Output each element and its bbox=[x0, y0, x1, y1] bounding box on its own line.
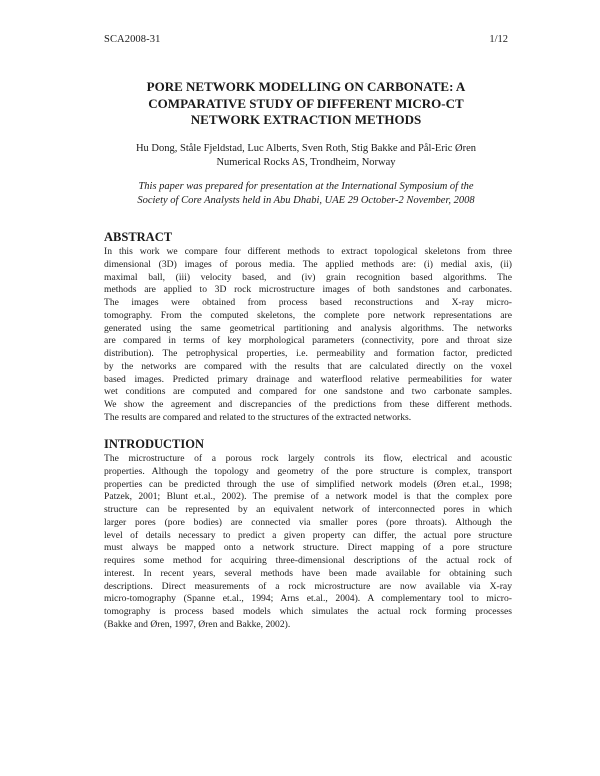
introduction-line: descriptions. Direct measurements of a rock microstructure are now available via X-ray bbox=[104, 580, 512, 592]
introduction-line: level of details necessary to predict a given property can differ, the actual pore structure bbox=[104, 529, 512, 541]
abstract-line: We show the agreement and discrepancies of the predictions from these different methods. bbox=[104, 399, 512, 410]
abstract-line: dimensional (3D) images of porous media. The applied methods are: (i) medial axis, (ii) bbox=[104, 258, 512, 270]
abstract-line: generated using the same geometrical partitioning and analysis algorithms. The networks bbox=[104, 322, 512, 334]
abstract-line: wet conditions are computed and compared for one sandstone and two carbonate samples. bbox=[104, 386, 512, 398]
abstract-line: by the networks are compared with the results that are calculated directly on the voxel bbox=[104, 360, 512, 372]
note-line: This paper was prepared for presentation at the International Symposium of the bbox=[138, 181, 474, 192]
introduction-heading: INTRODUCTION bbox=[104, 437, 205, 451]
title-line: PORE NETWORK MODELLING ON CARBONATE: A bbox=[146, 79, 466, 94]
introduction-line: Patzek, 2001; Blunt et.al., 2002). The premise of a network model is that the complex pore bbox=[104, 491, 512, 503]
paper-id: SCA2008-31 bbox=[104, 34, 161, 45]
introduction-line: larger pores (pore bodies) are connected via smaller pores (pore throats). Although the bbox=[104, 516, 512, 528]
abstract-line: maximal ball, (iii) velocity based, and (iv) grain recognition based algorithms. The bbox=[104, 271, 512, 283]
abstract-line: based images. Predicted primary drainage and waterflood relative permeabilities for water bbox=[104, 373, 512, 385]
author-block bbox=[104, 142, 508, 170]
abstract-line: methods are applied to 3D rock microstructure images of both sandstones and carbonates. bbox=[104, 284, 512, 296]
note-line: Society of Core Analysts held in Abu Dhabi, UAE 29 October-2 November, 2008 bbox=[137, 195, 475, 206]
affiliation-line: Numerical Rocks AS, Trondheim, Norway bbox=[216, 157, 396, 168]
title-line: NETWORK EXTRACTION METHODS bbox=[190, 112, 422, 127]
introduction-line: must always be mapped onto a network structure. Direct mapping of a pore structure bbox=[104, 542, 512, 554]
abstract-line: distribution). The petrophysical properties, i.e. permeability and formation factor, predicted bbox=[104, 348, 512, 359]
authors-line: Hu Dong, Ståle Fjeldstad, Luc Alberts, Sven Roth, Stig Bakke and Pål-Eric Øren bbox=[135, 143, 477, 154]
introduction-line: tomography is process based models which simulates the actual rock forming processes bbox=[104, 606, 512, 617]
abstract-heading: ABSTRACT bbox=[104, 230, 173, 244]
abstract-line: tomography. From the computed skeletons, the complete pore network representations are bbox=[104, 309, 512, 321]
introduction-line: The microstructure of a porous rock largely controls its flow, electrical and acoustic bbox=[104, 453, 512, 464]
introduction-line: micro-tomography (Spanne et.al., 1994; Arns et.al., 2004). A complementary tool to micro- bbox=[104, 593, 512, 605]
introduction-line: properties can be predicted through the use of simplified network models (Øren et.al., 1998; bbox=[104, 478, 512, 490]
abstract-line: are compared in terms of key morphological parameters (connectivity, pore and throat size bbox=[104, 335, 512, 347]
abstract-body bbox=[104, 246, 512, 425]
introduction-line: interest. In recent years, several methods have been made available for obtaining such bbox=[104, 567, 512, 579]
presentation-note bbox=[104, 180, 508, 208]
introduction-line: properties. Although the topology and geometry of the pore structure is complex, transport bbox=[104, 465, 512, 477]
introduction-line: requires some method for acquiring three-dimensional descriptions of the actual rock of bbox=[104, 555, 512, 566]
paper-title bbox=[104, 79, 508, 129]
introduction-line: (Bakke and Øren, 1997, Øren and Bakke, 2002). bbox=[104, 618, 291, 630]
introduction-line: structure can be represented by an equivalent network of interconnected pores in which bbox=[104, 504, 512, 515]
abstract-line: The results are compared and related to the structures of the extracted networks. bbox=[104, 411, 412, 423]
title-line: COMPARATIVE STUDY OF DIFFERENT MICRO-CT bbox=[148, 95, 464, 111]
abstract-line: The images were obtained from process based reconstructions and X-ray micro- bbox=[104, 297, 512, 308]
page-number: 1/12 bbox=[489, 34, 508, 45]
introduction-body bbox=[104, 453, 512, 632]
abstract-line: In this work we compare four different methods to extract topological skeletons from three bbox=[104, 246, 512, 257]
